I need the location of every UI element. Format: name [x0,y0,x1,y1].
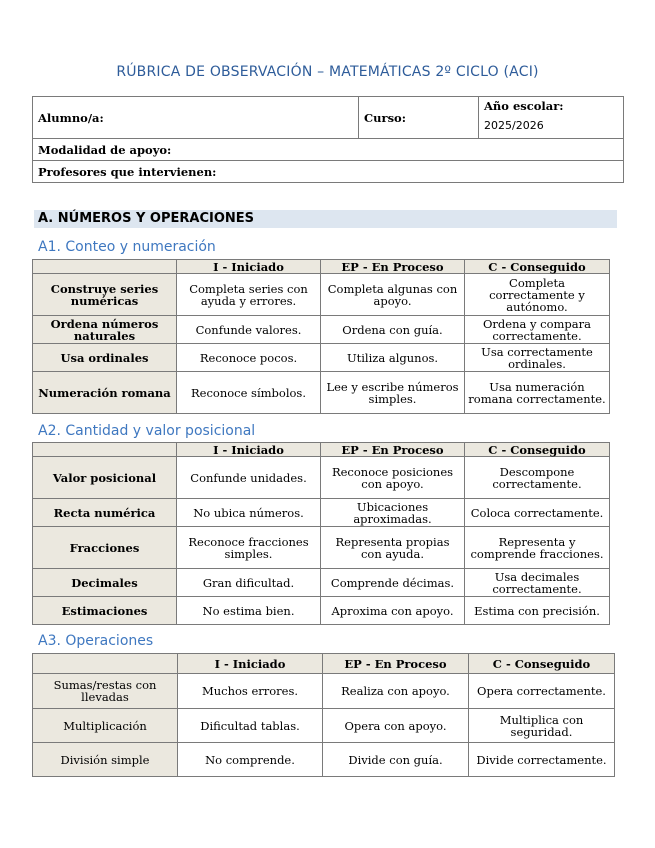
criterion-label: Recta numérica [33,499,177,527]
criterion-label: Fracciones [33,527,177,569]
header-empty [33,260,177,274]
criterion-label: Ordena números naturales [33,316,177,344]
profesores-label: Profesores que intervienen: [33,161,624,183]
level-ep: Reconoce posiciones con apoyo. [321,457,465,499]
level-ep: Opera con apoyo. [323,709,469,743]
header-en-proceso: EP - En Proceso [321,260,465,274]
level-i: Gran dificultad. [177,569,321,597]
level-ep: Comprende décimas. [321,569,465,597]
header-conseguido: C - Conseguido [465,443,610,457]
level-c: Usa numeración romana correctamente. [465,372,610,414]
a3-rubric-table [32,653,615,777]
header-en-proceso: EP - En Proceso [323,654,469,674]
table-row [33,597,610,625]
level-ep: Utiliza algunos. [321,344,465,372]
criterion-label: Numeración romana [33,372,177,414]
level-i: No estima bien. [177,597,321,625]
header-en-proceso: EP - En Proceso [321,443,465,457]
table-row [33,316,610,344]
level-ep: Divide con guía. [323,743,469,777]
level-c: Usa decimales correctamente. [465,569,610,597]
table-row [33,743,615,777]
criterion-label: Valor posicional [33,457,177,499]
page-title: RÚBRICA DE OBSERVACIÓN – MATEMÁTICAS 2º CICLO (ACI) [116,64,539,80]
level-ep: Aproxima con apoyo. [321,597,465,625]
level-c: Divide correctamente. [469,743,615,777]
table-row [33,709,615,743]
level-c: Completa correctamente y autónomo. [465,274,610,316]
level-ep: Realiza con apoyo. [323,674,469,709]
level-i: Muchos errores. [178,674,323,709]
criterion-label: División simple [33,743,178,777]
curso-label: Curso: [359,97,479,139]
level-c: Estima con precisión. [465,597,610,625]
header-iniciado: I - Iniciado [177,443,321,457]
level-c: Descompone correctamente. [465,457,610,499]
table-row [33,344,610,372]
criterion-label: Multiplicación [33,709,178,743]
anio-label: Año escolar: [484,99,564,113]
level-i: No ubica números. [177,499,321,527]
table-row [33,457,610,499]
criterion-label: Sumas/restas con llevadas [33,674,178,709]
level-c: Ordena y compara correctamente. [465,316,610,344]
level-i: Reconoce fracciones simples. [177,527,321,569]
level-ep: Representa propias con ayuda. [321,527,465,569]
alumno-label: Alumno/a: [33,97,359,139]
a1-rubric-table [32,259,610,414]
a2-rubric-table [32,442,610,625]
anio-cell [479,97,624,139]
header-iniciado: I - Iniciado [177,260,321,274]
level-c: Opera correctamente. [469,674,615,709]
header-iniciado: I - Iniciado [178,654,323,674]
criterion-label: Estimaciones [33,597,177,625]
level-c: Multiplica con seguridad. [469,709,615,743]
level-i: Completa series con ayuda y errores. [177,274,321,316]
level-ep: Lee y escribe números simples. [321,372,465,414]
header-empty [33,443,177,457]
a2-heading: A2. Cantidad y valor posicional [38,423,256,439]
level-c: Coloca correctamente. [465,499,610,527]
section-a-heading: A. NÚMEROS Y OPERACIONES [34,210,617,228]
level-i: No comprende. [178,743,323,777]
level-i: Confunde valores. [177,316,321,344]
header-empty [33,654,178,674]
level-ep: Completa algunas con apoyo. [321,274,465,316]
table-row [33,674,615,709]
level-ep: Ordena con guía. [321,316,465,344]
table-row [33,569,610,597]
level-i: Dificultad tablas. [178,709,323,743]
level-ep: Ubicaciones aproximadas. [321,499,465,527]
a3-heading: A3. Operaciones [38,633,154,649]
criterion-label: Usa ordinales [33,344,177,372]
level-c: Usa correctamente ordinales. [465,344,610,372]
level-i: Reconoce símbolos. [177,372,321,414]
table-row [33,527,610,569]
criterion-label: Construye series numéricas [33,274,177,316]
header-conseguido: C - Conseguido [469,654,615,674]
criterion-label: Decimales [33,569,177,597]
a1-heading: A1. Conteo y numeración [38,239,216,255]
anio-value: 2025/2026 [484,119,544,132]
table-row [33,372,610,414]
table-row [33,274,610,316]
level-c: Representa y comprende fracciones. [465,527,610,569]
table-row [33,499,610,527]
student-info-table [32,96,624,183]
header-conseguido: C - Conseguido [465,260,610,274]
modalidad-label: Modalidad de apoyo: [33,139,624,161]
level-i: Confunde unidades. [177,457,321,499]
level-i: Reconoce pocos. [177,344,321,372]
